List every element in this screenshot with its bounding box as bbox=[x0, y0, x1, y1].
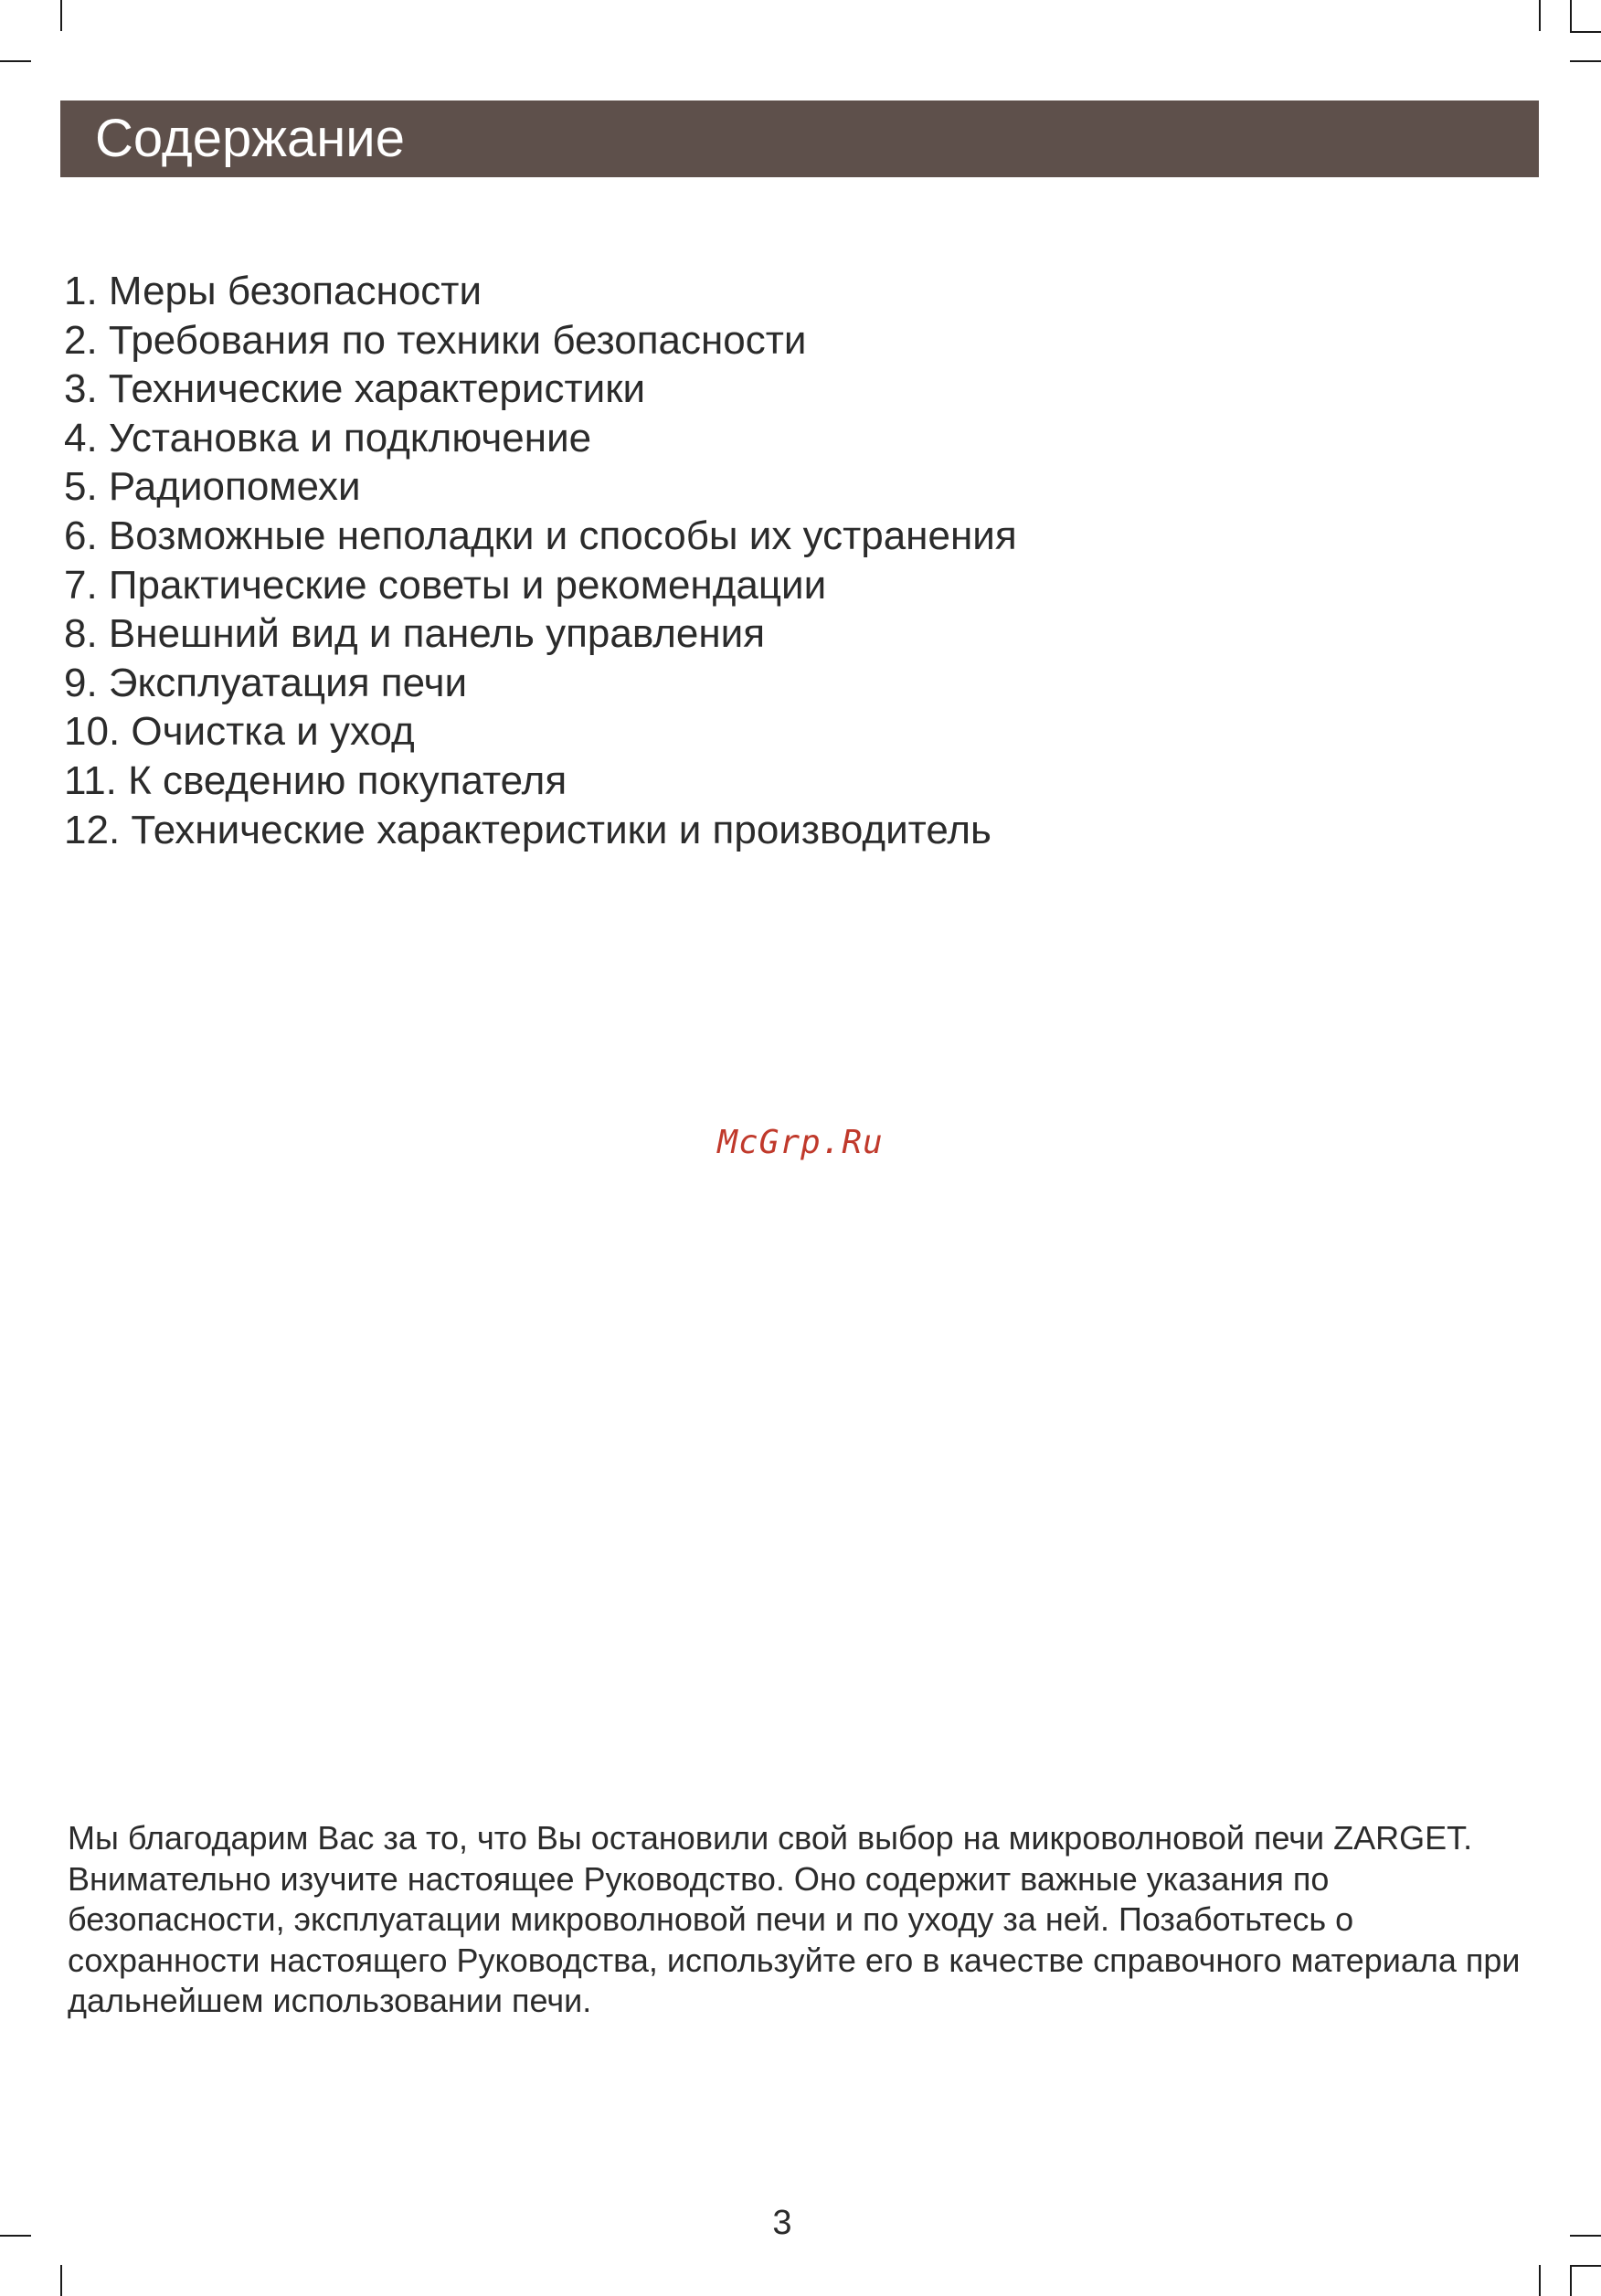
intro-text bbox=[68, 1818, 1530, 2022]
toc-item[interactable]: 5. Радиопомехи bbox=[64, 464, 361, 510]
toc-item[interactable]: 2. Требования по техники безопасности bbox=[64, 317, 807, 363]
toc-item[interactable]: 6. Возможные неполадки и способы их устранения bbox=[64, 513, 1017, 558]
crop-mark-bottom-right-horizontal-lower bbox=[1570, 2265, 1601, 2267]
toc-item[interactable]: 3. Технические характеристики bbox=[64, 366, 646, 412]
toc-item[interactable]: 1. Меры безопасности bbox=[64, 269, 482, 313]
toc-item[interactable]: 12. Технические характеристики и производитель bbox=[64, 807, 991, 852]
crop-mark-top-right-vertical-outer bbox=[1570, 0, 1572, 31]
toc-item[interactable]: 4. Установка и подключение bbox=[64, 415, 592, 460]
intro-paragraph-thanks: Мы благодарим Вас за то, что Вы остановили свой выбор на микроволновой печи ZARGET. bbox=[68, 1819, 1473, 1857]
toc-item[interactable]: 7. Практические советы и рекомендации bbox=[64, 562, 827, 608]
toc-item[interactable]: 9. Эксплуатация печи bbox=[64, 660, 468, 705]
page-number: 3 bbox=[772, 2204, 792, 2242]
toc-item[interactable]: 10. Очистка и уход bbox=[64, 709, 415, 755]
crop-mark-bottom-right-horizontal bbox=[1570, 2235, 1601, 2237]
table-of-contents bbox=[64, 267, 1017, 854]
section-header-bar bbox=[60, 101, 1539, 177]
page-title: Содержание bbox=[95, 109, 405, 168]
crop-mark-bottom-right-vertical bbox=[1539, 2265, 1541, 2296]
intro-paragraph-instructions: Внимательно изучите настоящее Руководство. Оно содержит важные указания по безопасности, эксплуатации микроволновой печи и по уходу за ней. Позаботьтесь о сохранности настоящего Руководства, используйте его в качестве справочного материала при дальнейшем использовании печи. bbox=[68, 1859, 1521, 2019]
crop-mark-top-right-vertical bbox=[1539, 0, 1541, 31]
watermark: McGrp.Ru bbox=[717, 1124, 884, 1161]
toc-item[interactable]: 8. Внешний вид и панель управления bbox=[64, 611, 766, 657]
crop-mark-bottom-right-vertical-outer bbox=[1570, 2265, 1572, 2296]
toc-item[interactable]: 11. К сведению покупателя bbox=[64, 757, 567, 803]
crop-mark-bottom-left-vertical bbox=[60, 2265, 62, 2296]
crop-mark-top-left-vertical bbox=[60, 0, 62, 31]
crop-mark-top-right-horizontal-lower bbox=[1570, 60, 1601, 62]
crop-mark-top-right-horizontal bbox=[1570, 31, 1601, 33]
crop-mark-top-left-horizontal bbox=[0, 60, 31, 62]
